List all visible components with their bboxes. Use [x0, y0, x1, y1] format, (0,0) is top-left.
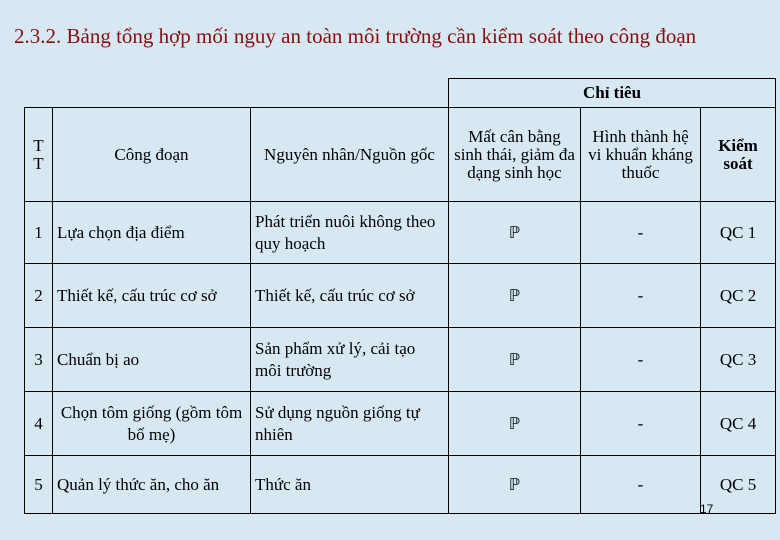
cell-kiem-soat: QC 3	[701, 328, 776, 392]
header-kiem-soat: Kiểm soát	[701, 108, 776, 202]
cell-vi-khuan: -	[581, 456, 701, 514]
table-row	[25, 456, 776, 514]
cell-cong-doan: Thiết kế, cấu trúc cơ sở	[53, 264, 251, 328]
group-header-chi-tieu: Chỉ tiêu	[449, 79, 776, 108]
cell-nguyen-nhan: Sản phẩm xử lý, cải tạo môi trường	[251, 328, 449, 392]
cell-tt: 2	[25, 264, 53, 328]
cell-nguyen-nhan: Sử dụng nguồn giống tự nhiên	[251, 392, 449, 456]
table-row	[25, 392, 776, 456]
cell-tt: 4	[25, 392, 53, 456]
table-row	[25, 202, 776, 264]
cell-cong-doan: Lựa chọn địa điểm	[53, 202, 251, 264]
header-vi-khuan: Hình thành hệ vi khuẩn kháng thuốc	[581, 108, 701, 202]
cell-vi-khuan: -	[581, 264, 701, 328]
cell-tt: 5	[25, 456, 53, 514]
cell-mat-can-bang: ℙ	[449, 202, 581, 264]
table-row	[25, 264, 776, 328]
cell-tt: 3	[25, 328, 53, 392]
cell-tt: 1	[25, 202, 53, 264]
cell-kiem-soat: QC 2	[701, 264, 776, 328]
cell-cong-doan: Chuẩn bị ao	[53, 328, 251, 392]
cell-vi-khuan: -	[581, 392, 701, 456]
cell-vi-khuan: -	[581, 202, 701, 264]
cell-mat-can-bang: ℙ	[449, 392, 581, 456]
header-cong-doan: Công đoạn	[53, 108, 251, 202]
cell-nguyen-nhan: Thiết kế, cấu trúc cơ sở	[251, 264, 449, 328]
cell-kiem-soat: QC 5	[701, 456, 776, 514]
cell-kiem-soat: QC 4	[701, 392, 776, 456]
cell-nguyen-nhan: Phát triển nuôi không theo quy hoạch	[251, 202, 449, 264]
header-mat-can-bang: Mất cân bằng sinh thái, giảm đa dạng sinh học	[449, 108, 581, 202]
cell-nguyen-nhan: Thức ăn	[251, 456, 449, 514]
cell-cong-doan: Quản lý thức ăn, cho ăn	[53, 456, 251, 514]
cell-mat-can-bang: ℙ	[449, 264, 581, 328]
header-tt: T T	[25, 108, 53, 202]
page-number: 17	[700, 502, 714, 516]
header-blank	[25, 79, 449, 108]
page-title: 2.3.2. Bảng tổng hợp mối nguy an toàn môi trường cần kiểm soát theo công đoạn	[14, 24, 697, 48]
cell-kiem-soat: QC 1	[701, 202, 776, 264]
header-nguyen-nhan: Nguyên nhân/Nguồn gốc	[251, 108, 449, 202]
cell-mat-can-bang: ℙ	[449, 456, 581, 514]
hazard-table	[24, 78, 776, 514]
cell-cong-doan: Chọn tôm giống (gồm tôm bố mẹ)	[53, 392, 251, 456]
cell-mat-can-bang: ℙ	[449, 328, 581, 392]
table-row	[25, 328, 776, 392]
cell-vi-khuan: -	[581, 328, 701, 392]
